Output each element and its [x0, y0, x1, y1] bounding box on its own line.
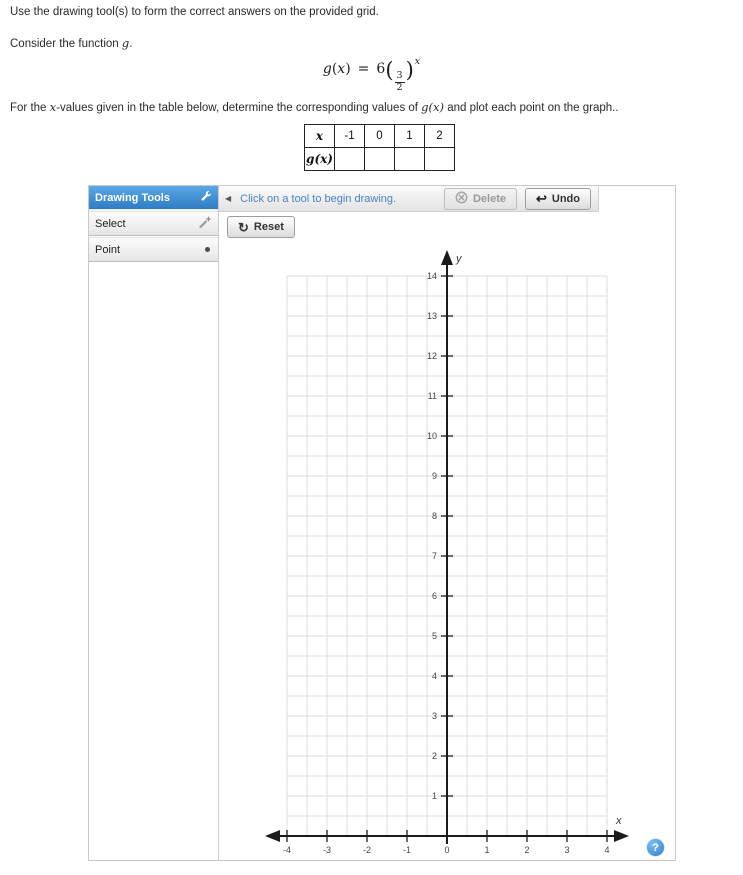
open-paren: ( [385, 58, 394, 82]
tools-panel-title: Drawing Tools [95, 191, 170, 204]
delete-label: Delete [472, 192, 506, 205]
svg-text:13: 13 [426, 311, 437, 321]
svg-text:11: 11 [427, 391, 437, 401]
tools-panel-header [89, 186, 218, 210]
point-dot-icon [205, 247, 210, 252]
select-cursor-icon [198, 215, 212, 232]
svg-text:9: 9 [431, 471, 437, 481]
drawing-main [219, 186, 675, 860]
svg-text:-1: -1 [402, 845, 412, 855]
table-gx-cell-0 [335, 148, 365, 171]
table-fn-label: g(x) [305, 148, 335, 171]
table-row-gx [305, 148, 455, 171]
grid-svg[interactable] [219, 212, 675, 860]
table-x-value-2: 1 [395, 125, 425, 148]
instruction-line3: For the x-values given in the table below, determine the corresponding values of g(x) and plot each point on the graph.. [10, 100, 619, 114]
drawing-toolbar [219, 186, 599, 212]
graph-canvas[interactable] [219, 212, 675, 860]
close-paren: ) [405, 58, 414, 82]
sidebar-item-point[interactable] [89, 237, 218, 262]
table-gx-cell-1 [365, 148, 395, 171]
svg-text:12: 12 [426, 351, 437, 361]
svg-text:4: 4 [431, 671, 437, 681]
svg-text:3: 3 [431, 711, 437, 721]
toolbar-buttons [444, 188, 594, 210]
reset-icon: ↻ [238, 219, 249, 235]
svg-text:-4: -4 [282, 845, 292, 855]
function-formula: g(x) = 6( $\frac{3}{2}$ )$^x$ [322, 56, 421, 93]
svg-text:1: 1 [431, 791, 437, 801]
svg-text:7: 7 [431, 551, 437, 561]
fraction: $\frac{3}{2}$ [396, 70, 403, 93]
tool-point-label: Point [95, 243, 121, 256]
table-row-x [305, 125, 455, 148]
svg-text:-3: -3 [322, 845, 332, 855]
svg-text:x: x [616, 815, 622, 827]
svg-text:14: 14 [426, 271, 437, 281]
svg-text:2: 2 [431, 751, 437, 761]
svg-text:y: y [456, 253, 462, 265]
help-button[interactable]: ? [647, 839, 664, 856]
undo-label: Undo [551, 192, 580, 205]
undo-icon: ↩ [535, 191, 547, 206]
table-var-label: x [305, 125, 335, 148]
delete-icon [455, 191, 468, 207]
values-table [304, 124, 455, 171]
drawing-app [88, 185, 676, 861]
delete-button[interactable] [444, 188, 517, 210]
svg-text:2: 2 [524, 845, 530, 855]
reset-button[interactable] [227, 216, 295, 238]
table-gx-cell-2 [395, 148, 425, 171]
table-x-value-3: 2 [425, 125, 455, 148]
svg-text:6: 6 [431, 591, 437, 601]
svg-text:4: 4 [604, 845, 610, 855]
instruction-line1: Use the drawing tool(s) to form the correct answers on the provided grid. [10, 6, 379, 18]
undo-button[interactable] [525, 188, 591, 210]
wrench-icon [200, 190, 212, 205]
svg-text:5: 5 [431, 631, 437, 641]
table-x-value-1: 0 [365, 125, 395, 148]
svg-text:0: 0 [444, 845, 450, 855]
svg-text:-2: -2 [362, 845, 372, 855]
svg-text:1: 1 [484, 845, 490, 855]
tools-sidebar [89, 186, 219, 860]
sidebar-item-select[interactable] [89, 211, 218, 236]
toolbar-hint: Click on a tool to begin drawing. [240, 192, 397, 205]
svg-text:10: 10 [426, 431, 437, 441]
table-gx-cell-3 [425, 148, 455, 171]
table-x-value-0: -1 [335, 125, 365, 148]
tool-select-label: Select [95, 217, 126, 230]
instruction-line2: Consider the function g. [10, 36, 133, 50]
reset-label: Reset [253, 221, 284, 233]
svg-text:3: 3 [564, 845, 570, 855]
svg-text:8: 8 [431, 511, 437, 521]
collapse-panel-icon[interactable]: ◀ [225, 194, 232, 203]
